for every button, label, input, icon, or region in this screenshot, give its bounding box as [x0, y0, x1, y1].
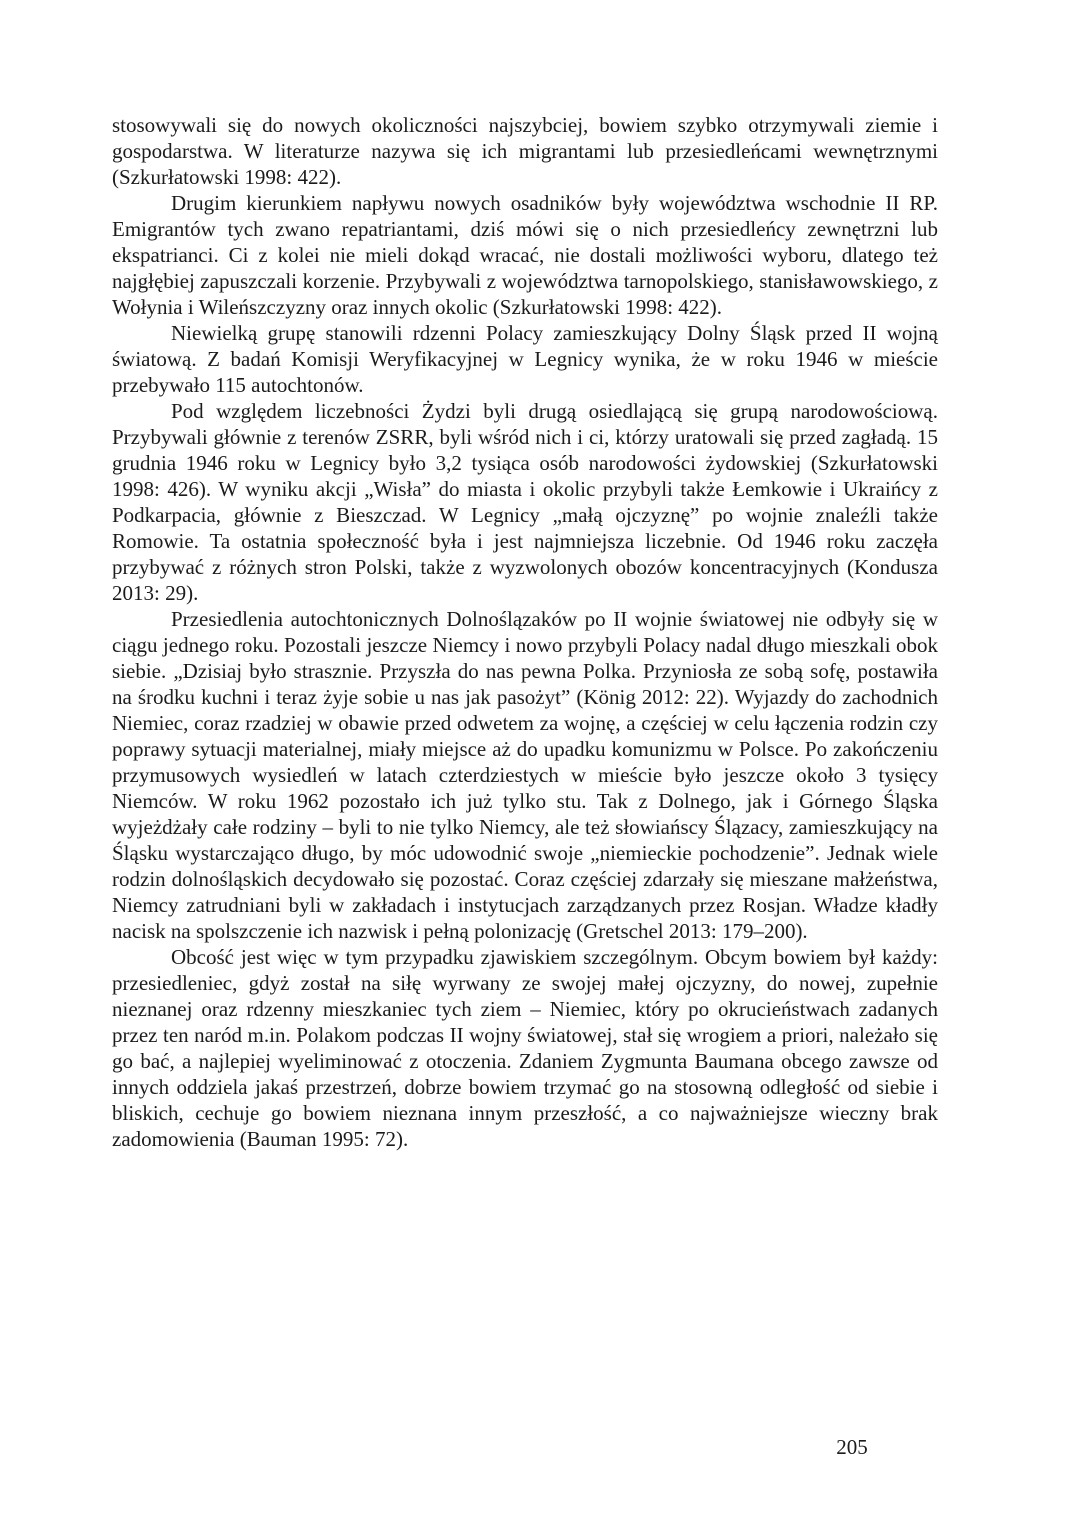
paragraph-continuation: stosowywali się do nowych okoliczności najszybciej, bowiem szybko otrzymywali ziemie i gospodarstwa. W literaturze nazywa się ich migrantami lub przesiedleńcami wewnętrznymi (Szkurłatowski 1998: 422).	[112, 113, 938, 189]
document-page	[112, 112, 938, 1152]
paragraph-strangeness: Obcość jest więc w tym przypadku zjawiskiem szczególnym. Obcym bowiem był każdy: przesiedleniec, gdyż został na siłę wyrwany ze swojej małej ojczyzny, do nowej, zupełnie nieznanej oraz rdzenny mieszkaniec tych ziem – Niemiec, który po okrucieństwach zadanych przez ten naród m.in. Polakom podczas II wojny światowej, stał się wrogiem a priori, należało się go bać, a najlepiej wyeliminować z otoczenia. Zdaniem Zygmunta Baumana obcego zawsze od innych oddziela jakaś przestrzeń, dobrze bowiem trzymać go na stosowną odległość od siebie i bliskich, cechuje go bowiem nieznana innym przeszłość, a co najważniejsze wieczny brak zadomowienia (Bauman 1995: 72).	[112, 945, 938, 1151]
paragraph-resettlement: Przesiedlenia autochtonicznych Dolnoślązaków po II wojnie światowej nie odbyły się w ciągu jednego roku. Pozostali jeszcze Niemcy i nowo przybyli Polacy nadal długo mieszkali obok siebie. „Dzisiaj było strasznie. Przyszła do nas pewna Polka. Przyniosła ze sobą sofę, postawiła na środku kuchni i teraz żyje sobie u nas jak pasożyt” (König 2012: 22). Wyjazdy do zachodnich Niemiec, coraz rzadziej w obawie przed odwetem za wojnę, a częściej w celu łączenia rodzin czy poprawy sytuacji materialnej, miały miejsce aż do upadku komunizmu w Polsce. Po zakończeniu przymusowych wysiedleń w latach czterdziestych w mieście było jeszcze około 3 tysięcy Niemców. W roku 1962 pozostało ich już tylko stu. Tak z Dolnego, jak i Górnego Śląska wyjeżdżały całe rodziny – byli to nie tylko Niemcy, ale też słowiańscy Ślązacy, zamieszkujący na Śląsku wystarczająco długo, by móc udowodnić swoje „niemieckie pochodzenie”. Jednak wiele rodzin dolnośląskich decydowało się pozostać. Coraz częściej zdarzały się mieszane małżeństwa, Niemcy zatrudniani byli w zakładach i instytucjach zarządzanych przez Rosjan. Władze kładły nacisk na spolszczenie ich nazwisk i pełną polonizację (Gretschel 2013: 179–200).	[112, 607, 938, 943]
paragraph-jews-lemkos-roma: Pod względem liczebności Żydzi byli drugą osiedlającą się grupą narodowościową. Przybywali głównie z terenów ZSRR, byli wśród nich i ci, którzy uratowali się przed zagładą. 15 grudnia 1946 roku w Legnicy było 3,2 tysiąca osób narodowości żydowskiej (Szkurłatowski 1998: 426). W wyniku akcji „Wisła” do miasta i okolic przybyli także Łemkowie i Ukraińcy z Podkarpacia, głównie z Bieszczad. W Legnicy „małą ojczyznę” po wojnie znaleźli także Romowie. Ta ostatnia społeczność była i jest najmniejsza liczebnie. Od 1946 roku zaczęła przybywać z różnych stron Polski, także z wyzwolonych obozów koncentracyjnych (Kondusza 2013: 29).	[112, 399, 938, 605]
page-number: 205	[836, 1435, 868, 1459]
paragraph-repatriates: Drugim kierunkiem napływu nowych osadników były województwa wschodnie II RP. Emigrantów tych zwano repatriantami, dziś mówi się o nich przesiedleńcy zewnętrzni lub ekspatrianci. Ci z kolei nie mieli dokąd wracać, nie dostali możliwości wyboru, dlatego też najgłębiej zapuszczali korzenie. Przybywali z województwa tarnopolskiego, stanisławowskiego, z Wołynia i Wileńszczyzny oraz innych okolic (Szkurłatowski 1998: 422).	[112, 191, 938, 319]
paragraph-native-poles: Niewielką grupę stanowili rdzenni Polacy zamieszkujący Dolny Śląsk przed II wojną światową. Z badań Komisji Weryfikacyjnej w Legnicy wynika, że w roku 1946 w mieście przebywało 115 autochtonów.	[112, 321, 938, 397]
